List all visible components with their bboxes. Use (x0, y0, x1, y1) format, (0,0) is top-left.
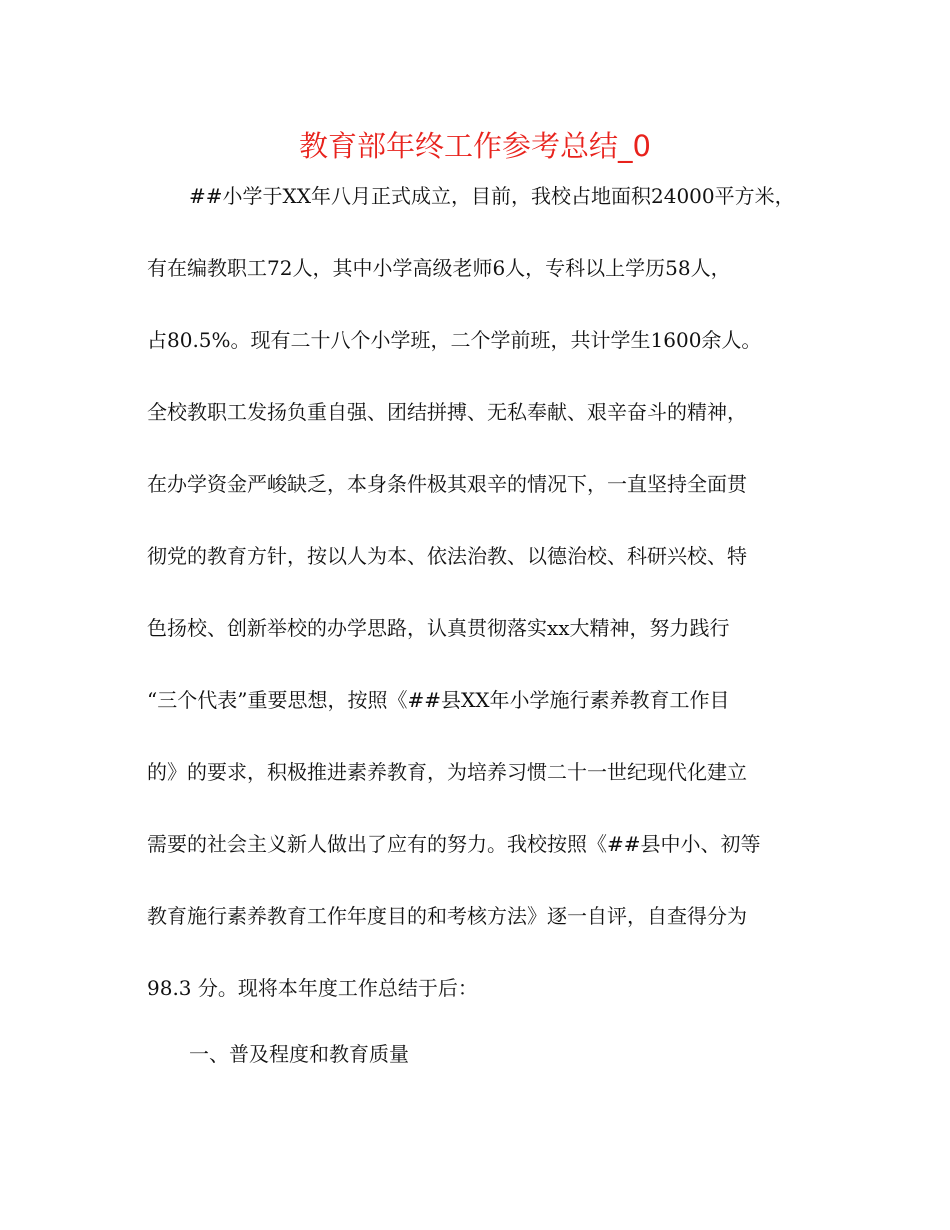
body-line-3: 占80.5%。现有二十八个小学班，二个学前班，共计学生1600余人。 (147, 328, 762, 352)
body-line-11: 教育施行素养教育工作年度目的和考核方法》逐一自评，自查得分为 (147, 904, 747, 928)
body-line-2: 有在编教职工72人，其中小学高级老师6人，专科以上学历58人， (147, 256, 731, 280)
body-line-1: ##小学于XX年八月正式成立，目前，我校占地面积24000平方米， (189, 184, 795, 208)
body-line-12: 98.3 分。现将本年度工作总结于后： (147, 976, 478, 1000)
body-line-5: 在办学资金严峻缺乏，本身条件极其艰辛的情况下，一直坚持全面贯 (147, 472, 747, 496)
body-line-10: 需要的社会主义新人做出了应有的努力。我校按照《##县中小、初等 (147, 832, 761, 856)
body-line-8: “三个代表”重要思想，按照《##县XX年小学施行素养教育工作目 (147, 688, 730, 712)
body-line-6: 彻党的教育方针，按以人为本、依法治教、以德治校、科研兴校、特 (147, 544, 747, 568)
body-line-9: 的》的要求，积极推进素养教育，为培养习惯二十一世纪现代化建立 (147, 760, 747, 784)
section-heading: 一、普及程度和教育质量 (189, 1042, 409, 1066)
body-line-7: 色扬校、创新举校的办学思路，认真贯彻落实xx大精神，努力践行 (147, 616, 730, 640)
body-line-4: 全校教职工发扬负重自强、团结拼搏、无私奉献、艰辛奋斗的精神， (147, 400, 747, 424)
document-title: 教育部年终工作参考总结_0 (299, 129, 651, 163)
